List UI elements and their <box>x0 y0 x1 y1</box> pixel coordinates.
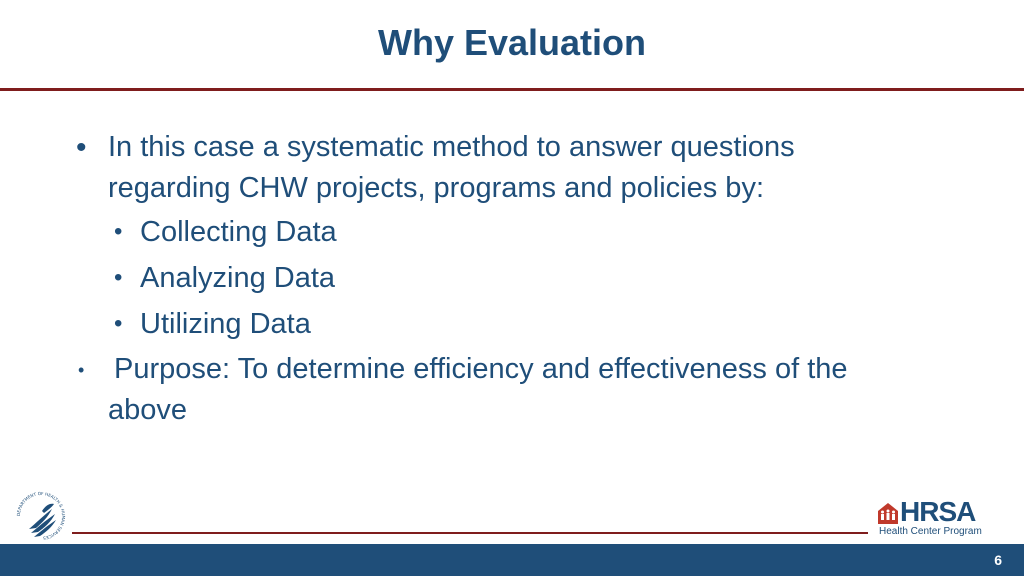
bullet-dot: • <box>78 360 85 380</box>
footer-bar <box>0 544 1024 576</box>
bullet-text-line: regarding CHW projects, programs and policies by: <box>108 172 764 204</box>
bullet-text-line: above <box>108 394 188 426</box>
svg-text:DEPARTMENT OF HEALTH & HUMAN S: DEPARTMENT OF HEALTH & HUMAN SERVICES <box>15 490 67 541</box>
hrsa-subtitle: Health Center Program <box>879 526 982 537</box>
footer-divider <box>72 532 868 534</box>
bullet-item <box>76 127 976 209</box>
bullet-text-line: Purpose: To determine efficiency and effectiveness of the <box>114 353 848 385</box>
sub-bullet-text: Collecting Data <box>140 216 337 248</box>
title-divider <box>0 88 1024 91</box>
hrsa-house-people-icon <box>876 500 900 526</box>
bullet-item <box>76 349 976 431</box>
sub-bullet-item <box>76 209 976 255</box>
bullet-dot: • <box>76 131 87 164</box>
bullet-dot: • <box>114 218 123 245</box>
bullet-dot: • <box>114 310 123 337</box>
bullet-dot: • <box>114 264 123 291</box>
bullet-text-line: In this case a systematic method to answer questions <box>108 131 795 163</box>
sub-bullet-item <box>76 255 976 301</box>
hrsa-logo <box>876 498 1002 540</box>
sub-bullet-item <box>76 301 976 347</box>
page-number: 6 <box>994 552 1002 568</box>
hhs-eagle-seal-icon <box>12 487 70 545</box>
sub-bullet-text: Analyzing Data <box>140 262 336 294</box>
sub-bullet-text: Utilizing Data <box>140 308 311 340</box>
slide-title: Why Evaluation <box>377 22 647 63</box>
slide-body <box>76 127 976 431</box>
hrsa-wordmark: HRSA <box>900 496 976 527</box>
